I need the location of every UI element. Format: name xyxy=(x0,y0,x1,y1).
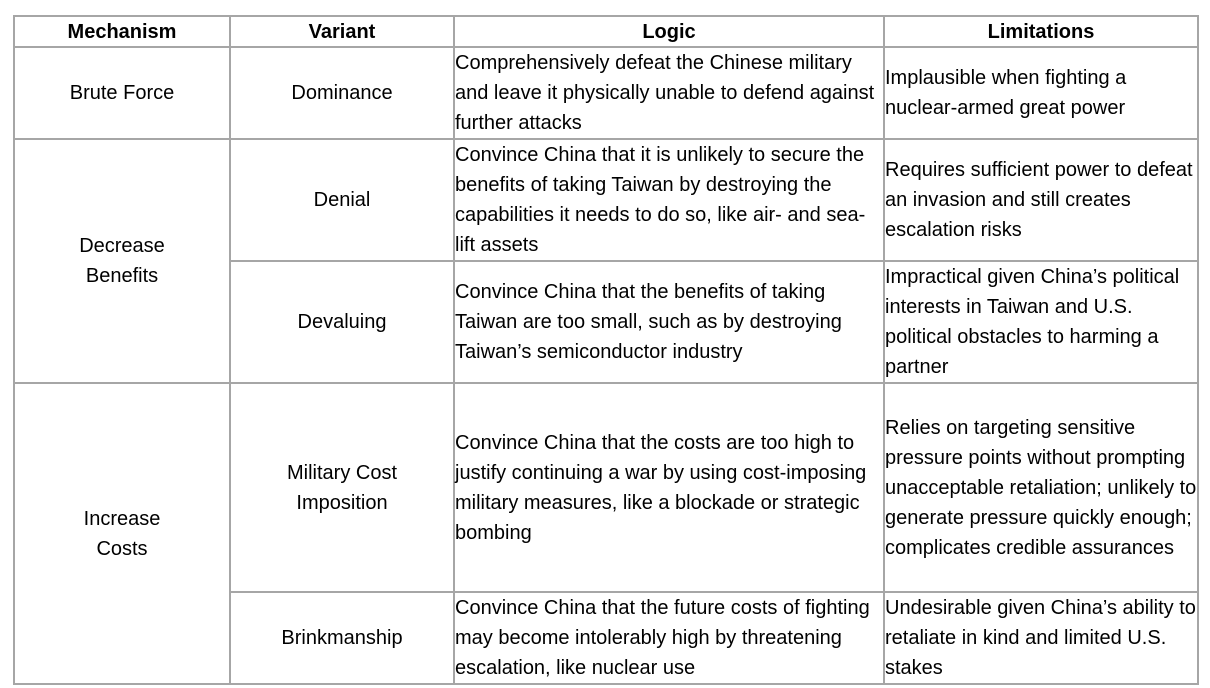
mechanism-cell: Brute Force xyxy=(14,47,230,139)
mechanism-cell: Decrease Benefits xyxy=(14,139,230,383)
logic-cell: Convince China that the benefits of taking Taiwan are too small, such as by destroying Taiwan’s semiconductor industry xyxy=(454,261,884,383)
header-row xyxy=(14,16,1198,47)
logic-cell: Convince China that the costs are too high to justify continuing a war by using cost-imposing military measures, like a blockade or strategic bombing xyxy=(454,383,884,592)
header-logic: Logic xyxy=(454,16,884,47)
logic-cell: Comprehensively defeat the Chinese military and leave it physically unable to defend against further attacks xyxy=(454,47,884,139)
variant-cell: Brinkmanship xyxy=(230,592,454,684)
logic-cell: Convince China that the future costs of fighting may become intolerably high by threatening escalation, like nuclear use xyxy=(454,592,884,684)
table-row xyxy=(14,47,1198,139)
header-variant: Variant xyxy=(230,16,454,47)
limitations-cell: Requires sufficient power to defeat an invasion and still creates escalation risks xyxy=(884,139,1198,261)
variant-cell: Denial xyxy=(230,139,454,261)
limitations-cell: Implausible when fighting a nuclear-armed great power xyxy=(884,47,1198,139)
variant-cell: Dominance xyxy=(230,47,454,139)
mechanism-cell: Increase Costs xyxy=(14,383,230,684)
variant-cell: Military Cost Imposition xyxy=(230,383,454,592)
header-limitations: Limitations xyxy=(884,16,1198,47)
limitations-cell: Undesirable given China’s ability to retaliate in kind and limited U.S. stakes xyxy=(884,592,1198,684)
variant-cell: Devaluing xyxy=(230,261,454,383)
logic-cell: Convince China that it is unlikely to secure the benefits of taking Taiwan by destroying the capabilities it needs to do so, like air- and sea-lift assets xyxy=(454,139,884,261)
table-row xyxy=(14,139,1198,261)
header-mechanism: Mechanism xyxy=(14,16,230,47)
limitations-cell: Relies on targeting sensitive pressure points without prompting unacceptable retaliation; unlikely to generate pressure quickly enough; complicates credible assurances xyxy=(884,383,1198,592)
limitations-cell: Impractical given China’s political interests in Taiwan and U.S. political obstacles to harming a partner xyxy=(884,261,1198,383)
table-row xyxy=(14,383,1198,592)
mechanisms-table xyxy=(13,15,1199,685)
